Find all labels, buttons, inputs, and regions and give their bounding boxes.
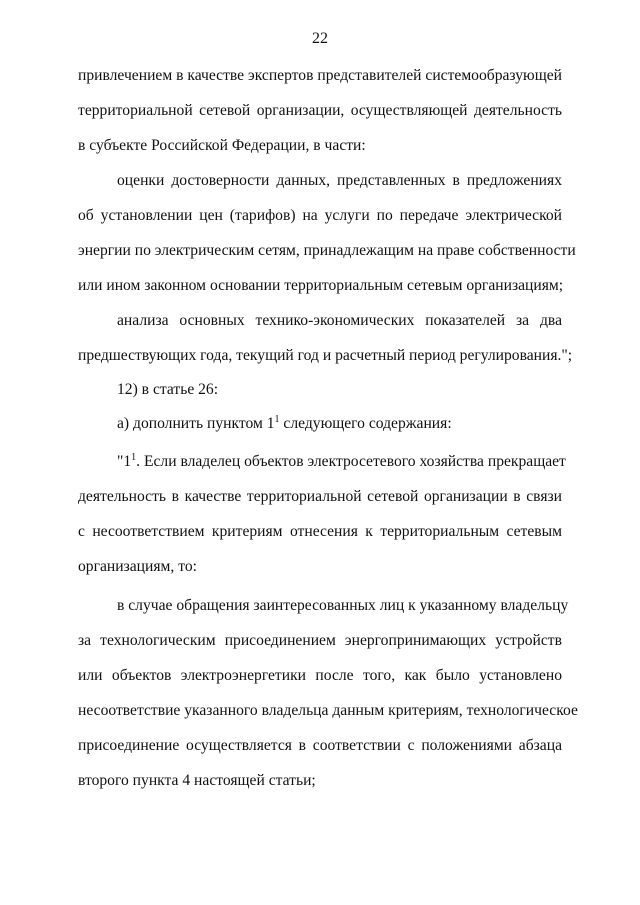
text-line: с несоответствием критериям отнесения к территориальным сетевым (78, 523, 562, 540)
text-line: предшествующих года, текущий год и расчетный период регулирования."; (78, 347, 573, 364)
page-number: 22 (312, 30, 328, 47)
text-line: 12) в статье 26: (117, 381, 219, 398)
text-line: территориальной сетевой организации, осуществляющей деятельность (78, 102, 562, 119)
text-line: оценки достоверности данных, представленных в предложениях (117, 172, 562, 189)
text-line: в случае обращения заинтересованных лиц к указанному владельцу (117, 597, 569, 614)
text-line: в субъекте Российской Федерации, в части: (78, 137, 366, 154)
superscript: 1 (131, 452, 137, 463)
text-line: об установлении цен (тарифов) на услуги по передаче электрической (78, 207, 562, 224)
text-fragment: . Если владелец объектов электросетевого хозяйства прекращает (136, 453, 566, 470)
text-line: энергии по электрическим сетям, принадлежащим на праве собственности (78, 242, 576, 259)
superscript: 1 (274, 414, 280, 425)
text-line: организациям, то: (78, 558, 197, 575)
text-line: привлечением в качестве экспертов представителей системообразующей (78, 67, 562, 84)
text-line: или объектов электроэнергетики после того, как было установлено (78, 667, 562, 684)
text-fragment: "1 (117, 453, 132, 470)
text-line: присоединение осуществляется в соответствии с положениями абзаца (78, 737, 562, 754)
text-line: или ином законном основании территориальным сетевым организациям; (78, 277, 564, 294)
text-line: анализа основных технико-экономических показателей за два (117, 312, 562, 329)
text-line: деятельность в качестве территориальной сетевой организации в связи (78, 488, 562, 505)
text-line: второго пункта 4 настоящей статьи; (78, 772, 316, 789)
text-line (117, 414, 562, 434)
text-fragment: следующего содержания: (279, 415, 452, 432)
text-line: за технологическим присоединением энергопринимающих устройств (78, 632, 562, 649)
text-line: несоответствие указанного владельца данным критериям, технологическое (78, 702, 578, 719)
text-fragment: а) дополнить пунктом 1 (117, 415, 275, 432)
text-line (117, 452, 566, 472)
